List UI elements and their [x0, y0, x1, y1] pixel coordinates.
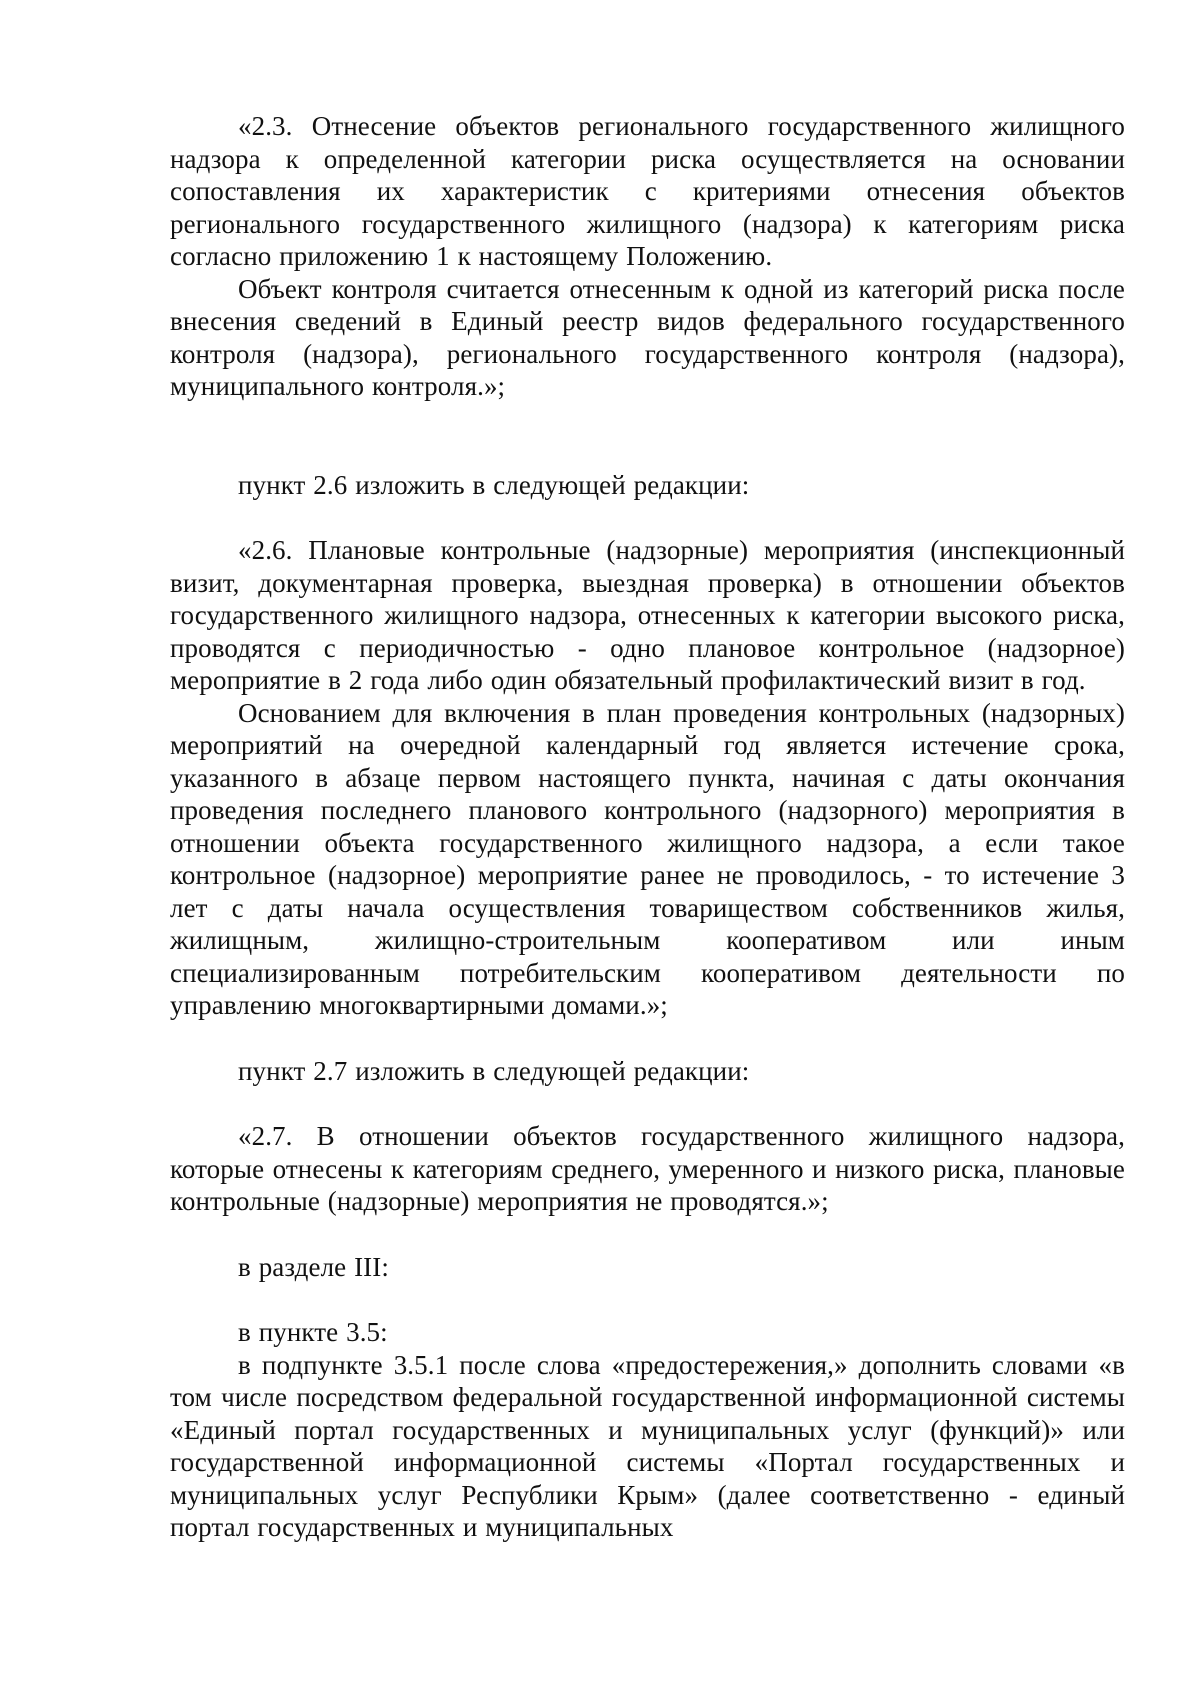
paragraph-item-2-6-heading: пункт 2.6 изложить в следующей редакции: — [238, 469, 750, 500]
paragraph-subitem-3-5-1: в подпункте 3.5.1 после слова «предостережения,» дополнить словами «в том числе посредством федеральной государственной информационной системы «Единый портал государственных и муниципальных услуг (функций)» или государственной информационной системы «Портал государственных и муниципальных услуг Республики Крым» (далее соответственно - единый портал государственных и муниципальных — [170, 1349, 1125, 1542]
paragraph-2-6: «2.6. Плановые контрольные (надзорные) мероприятия (инспекционный визит, документарная проверка, выездная проверка) в отношении объектов государственного жилищного надзора, отнесенных к категории высокого риска, проводятся с периодичностью - одно плановое контрольное (надзорное) мероприятие в 2 года либо один обязательный профилактический визит в год. — [170, 535, 1125, 695]
paragraph-basis: Основанием для включения в план проведения контрольных (надзорных) мероприятий на очередной календарный год является истечение срока, указанного в абзаце первом настоящего пункта, начиная с даты окончания проведения последнего планового контрольного (надзорного) мероприятия в отношении объекта государственного жилищного надзора, а если такое контрольное (надзорное) мероприятие ранее не проводилось, - то истечение 3 лет с даты начала осуществления товариществом собственников жилья, жилищным, жилищно-строительным кооперативом или иным специализированным потребительским кооперативом деятельности по управлению многоквартирными домами.»; — [170, 697, 1125, 1020]
paragraph-2-7: «2.7. В отношении объектов государственного жилищного надзора, которые отнесены к категориям среднего, умеренного и низкого риска, плановые контрольные (надзорные) мероприятия не проводятся.»; — [170, 1121, 1125, 1216]
paragraph-section-iii: в разделе III: — [238, 1251, 389, 1282]
paragraph-item-2-7-heading: пункт 2.7 изложить в следующей редакции: — [238, 1055, 750, 1086]
paragraph-risk-category: Объект контроля считается отнесенным к одной из категорий риска после внесения сведений в Единый реестр видов федерального государственного контроля (надзора), регионального государственного контроля (надзора), муниципального контроля.»; — [170, 273, 1125, 401]
paragraph-2-3: «2.3. Отнесение объектов регионального государственного жилищного надзора к определенной категории риска осуществляется на основании сопоставления их характеристик с критериями отнесения объектов регионального государственного жилищного (надзора) к категориям риска согласно приложению 1 к настоящему Положению. — [170, 111, 1125, 271]
paragraph-item-3-5: в пункте 3.5: — [238, 1317, 388, 1347]
document-body — [170, 110, 1125, 1544]
